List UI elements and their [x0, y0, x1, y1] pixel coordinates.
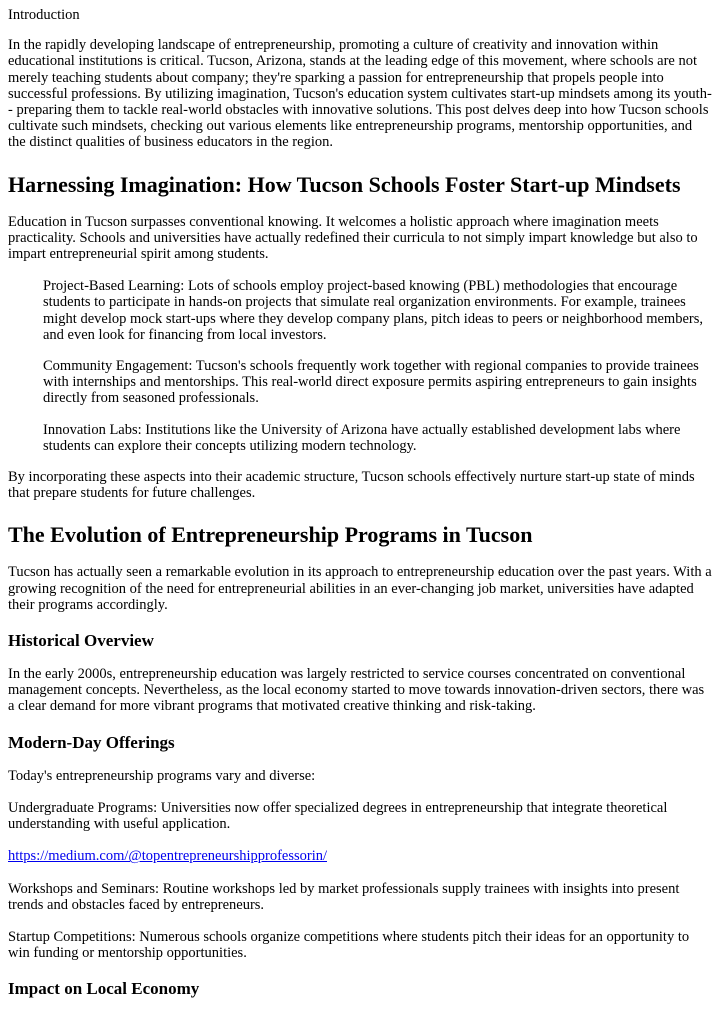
historical-paragraph: In the early 2000s, entrepreneurship education was largely restricted to service courses concentrated on conventional management concepts. Nevertheless, as the local economy started to move towards innovation-driven sectors, there was a clear demand for more vibrant programs that motivated creative thinking and risk-taking. [8, 666, 705, 715]
subheading-impact-local-economy: Impact on Local Economy [8, 979, 200, 999]
intro-label: Introduction [8, 7, 80, 23]
section1-closing: By incorporating these aspects into their academic structure, Tucson schools effectively nurture start-up state of minds that prepare students for future challenges. [8, 469, 695, 502]
subheading-modern-day-offerings: Modern-Day Offerings [8, 732, 175, 752]
list-item-community-engagement: Community Engagement: Tucson's schools frequently work together with regional companies to provide trainees with internships and mentorships. This real-world direct exposure permits aspiring entrepreneurs to gain insights directly from seasoned professionals. [43, 358, 699, 407]
intro-paragraph: In the rapidly developing landscape of entrepreneurship, promoting a culture of creativity and innovation within educational institutions is critical. Tucson, Arizona, stands at the leading edge of this movement, where schools are not merely teaching students about company; they're sparking a passion for entrepreneurship that propels people into successful professions. By utilizing imagination, Tucson's education system cultivates start-up mindsets among its youth-- preparing them to tackle real-world obstacles with innovative solutions. This post delves deep into how Tucson schools cultivate such mindsets, checking out various elements like entrepreneurship programs, mentorship opportunities, and the distinct qualities of business educators in the region. [8, 37, 712, 151]
section1-paragraph: Education in Tucson surpasses conventional knowing. It welcomes a holistic approach where imagination meets practicality. Schools and universities have actually redefined their curricula to not simply impart knowledge but also to impart entrepreneurial spirit among students. [8, 213, 698, 263]
section1-list [43, 278, 712, 454]
modern-intro: Today's entrepreneurship programs vary and diverse: [8, 767, 316, 784]
medium-link[interactable]: https://medium.com/@topentrepreneurshipprofessorin/ [8, 848, 327, 865]
link-paragraph [8, 848, 712, 864]
section-heading-evolution: The Evolution of Entrepreneurship Programs in Tucson [8, 522, 533, 548]
startup-competitions: Startup Competitions: Numerous schools organize competitions where students pitch their ideas for an opportunity to win funding or mentorship opportunities. [8, 928, 690, 962]
undergraduate-programs: Undergraduate Programs: Universities now offer specialized degrees in entrepreneurship that integrate theoretical understanding with useful application. [8, 799, 668, 833]
list-item-innovation-labs: Innovation Labs: Institutions like the University of Arizona have actually established development labs where students can explore their concepts utilizing modern technology. [43, 421, 681, 454]
list-item-project-based-learning: Project-Based Learning: Lots of schools employ project-based knowing (PBL) methodologies that encourage students to participate in hands-on projects that simulate real organization environments. For example, trainees might develop mock start-ups where they develop company plans, pitch ideas to peers or neighborhood members, and even look for financing from local investors. [43, 278, 703, 343]
section2-paragraph: Tucson has actually seen a remarkable evolution in its approach to entrepreneurship education over the past years. With a growing recognition of the need for entrepreneurial abilities in an ever-changing job market, universities have adapted their programs accordingly. [8, 564, 712, 613]
section-heading-harnessing-imagination: Harnessing Imagination: How Tucson Schools Foster Start-up Mindsets [8, 171, 681, 197]
subheading-historical-overview: Historical Overview [8, 631, 154, 651]
workshops-and-seminars: Workshops and Seminars: Routine workshops led by market professionals supply trainees with insights into present trends and obstacles faced by entrepreneurs. [8, 880, 680, 913]
